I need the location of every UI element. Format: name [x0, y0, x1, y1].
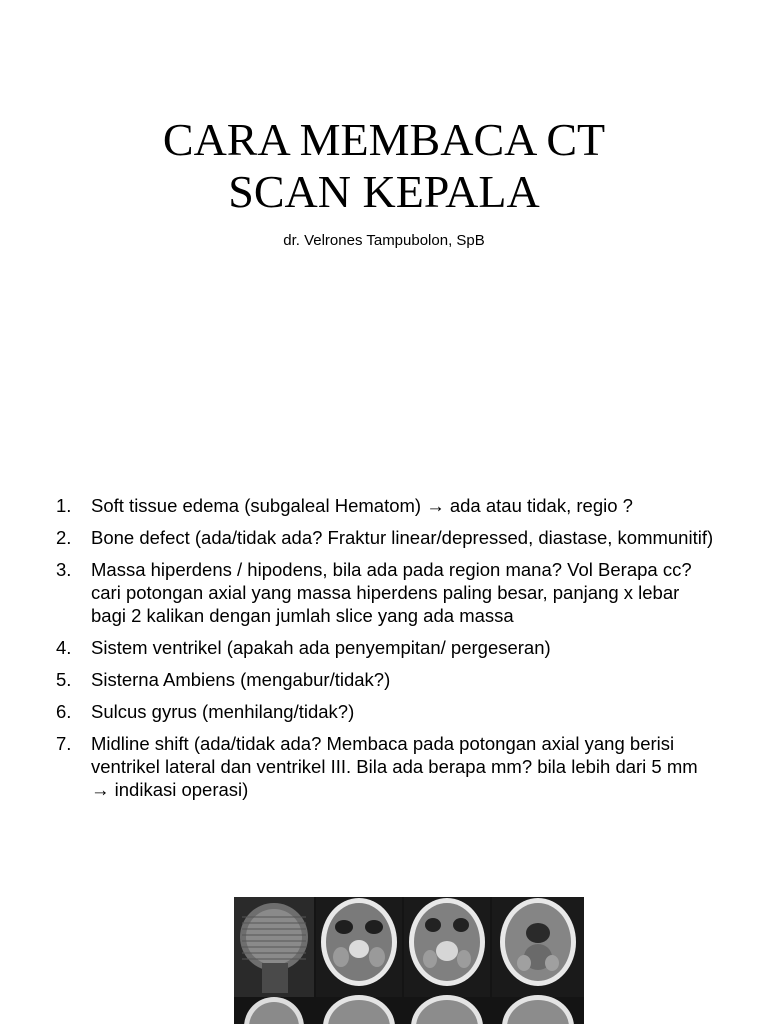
list-item-number: 7. — [56, 733, 72, 754]
list-item-text: Sistem ventrikel (apakah ada penyempitan/ pergeseran) — [91, 637, 551, 658]
list-item-number: 6. — [56, 701, 72, 722]
list-item-text: Sisterna Ambiens (mengabur/tidak?) — [91, 669, 391, 690]
ct-axial-slice — [316, 897, 402, 997]
list-item-number: 1. — [56, 495, 72, 516]
list-item-number: 4. — [56, 637, 72, 658]
list-item-text: Soft tissue edema (subgaleal Hematom) → ada atau tidak, regio ? — [91, 495, 633, 516]
ct-scout-view — [234, 897, 314, 997]
list-item-text: Midline shift (ada/tidak ada? Membaca pada potongan axial yang berisi ventrikel lateral dan ventrikel III. Bila ada berapa mm? bila lebih dari 5 mm → indikasi operasi) — [91, 733, 698, 800]
checklist — [56, 494, 716, 810]
list-item-text: Massa hiperdens / hipodens, bila ada pada region mana? Vol Berapa cc? cari potongan axial yang massa hiperdens paling besar, panjang x lebar bagi 2 kalikan dengan jumlah slice yang ada massa — [91, 559, 692, 626]
list-item-number: 5. — [56, 669, 72, 690]
list-item — [56, 494, 716, 517]
ct-axial-slice — [492, 897, 584, 997]
list-item-text: Bone defect (ada/tidak ada? Fraktur linear/depressed, diastase, kommunitif) — [91, 527, 714, 548]
list-item — [56, 732, 716, 801]
list-item — [56, 526, 716, 549]
author-subtitle: dr. Velrones Tampubolon, SpB — [283, 232, 485, 249]
list-item — [56, 700, 716, 723]
ct-scan-image — [234, 897, 584, 1024]
list-item-number: 3. — [56, 559, 72, 580]
list-item-number: 2. — [56, 527, 72, 548]
slide-title-line-1: CARA MEMBACA CT — [162, 114, 606, 165]
list-item — [56, 636, 716, 659]
slide-title-line-2: SCAN KEPALA — [228, 166, 540, 217]
title-block — [0, 114, 768, 250]
list-item — [56, 668, 716, 691]
ct-scan-montage — [234, 897, 584, 1024]
list-item — [56, 558, 716, 627]
ct-axial-slice — [404, 897, 490, 997]
slide-title — [0, 114, 768, 218]
list-item-text: Sulcus gyrus (menhilang/tidak?) — [91, 701, 355, 722]
